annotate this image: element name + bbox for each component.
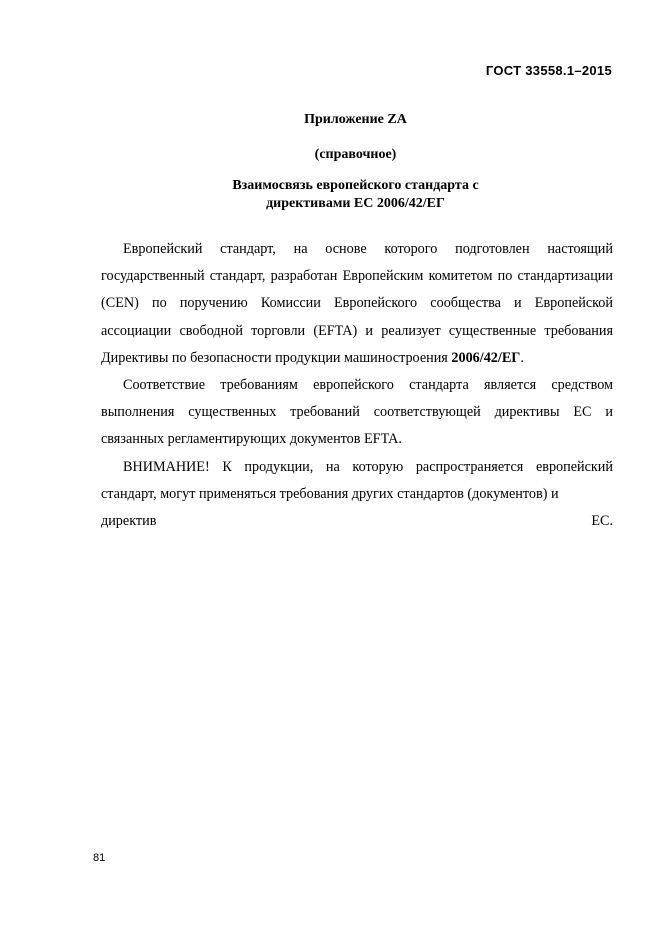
annex-status: (справочное): [314, 147, 397, 162]
annex-heading: [100, 177, 611, 213]
paragraph-2: Соответствие требованиям европейского стандарта является средством выполнения существенных требований соответствующей директивы ЕС и связанных регламентирующих документов EFTA.: [101, 377, 613, 448]
standard-code: ГОСТ 33558.1–2015: [485, 63, 612, 78]
annex-title: Приложение ZA: [304, 112, 407, 127]
paragraph-1-text: Европейский стандарт, на основе которого подготовлен настоящий государственный стандарт, разработан Европейским комитетом по стандартизации (CEN) по поручению Комиссии Европейского сообщества и Европейской ассоциации свободной торговли (EFTA) и реализует существенные требования Директивы по безопасности продукции машиностроения: [101, 241, 613, 366]
paragraph-3-last-left: директив: [101, 513, 157, 530]
paragraph-3: ВНИМАНИЕ! К продукции, на которую распространяется европейский стандарт, могут применяться требования других стандартов (документов) и: [101, 458, 613, 502]
paragraph-1-end: .: [520, 349, 524, 366]
paragraph-3-last-line: [101, 508, 613, 535]
annex-heading-line-1: Взаимосвязь европейского стандарта с: [232, 178, 479, 193]
annex-body: [101, 236, 613, 535]
directive-number: 2006/42/ЕГ: [451, 349, 521, 366]
annex-heading-line-2: директивами ЕС 2006/42/ЕГ: [266, 196, 445, 211]
paragraph-1: [101, 236, 613, 372]
page-number: 81: [93, 852, 106, 864]
paragraph-3-last-right: ЕС.: [591, 513, 613, 530]
